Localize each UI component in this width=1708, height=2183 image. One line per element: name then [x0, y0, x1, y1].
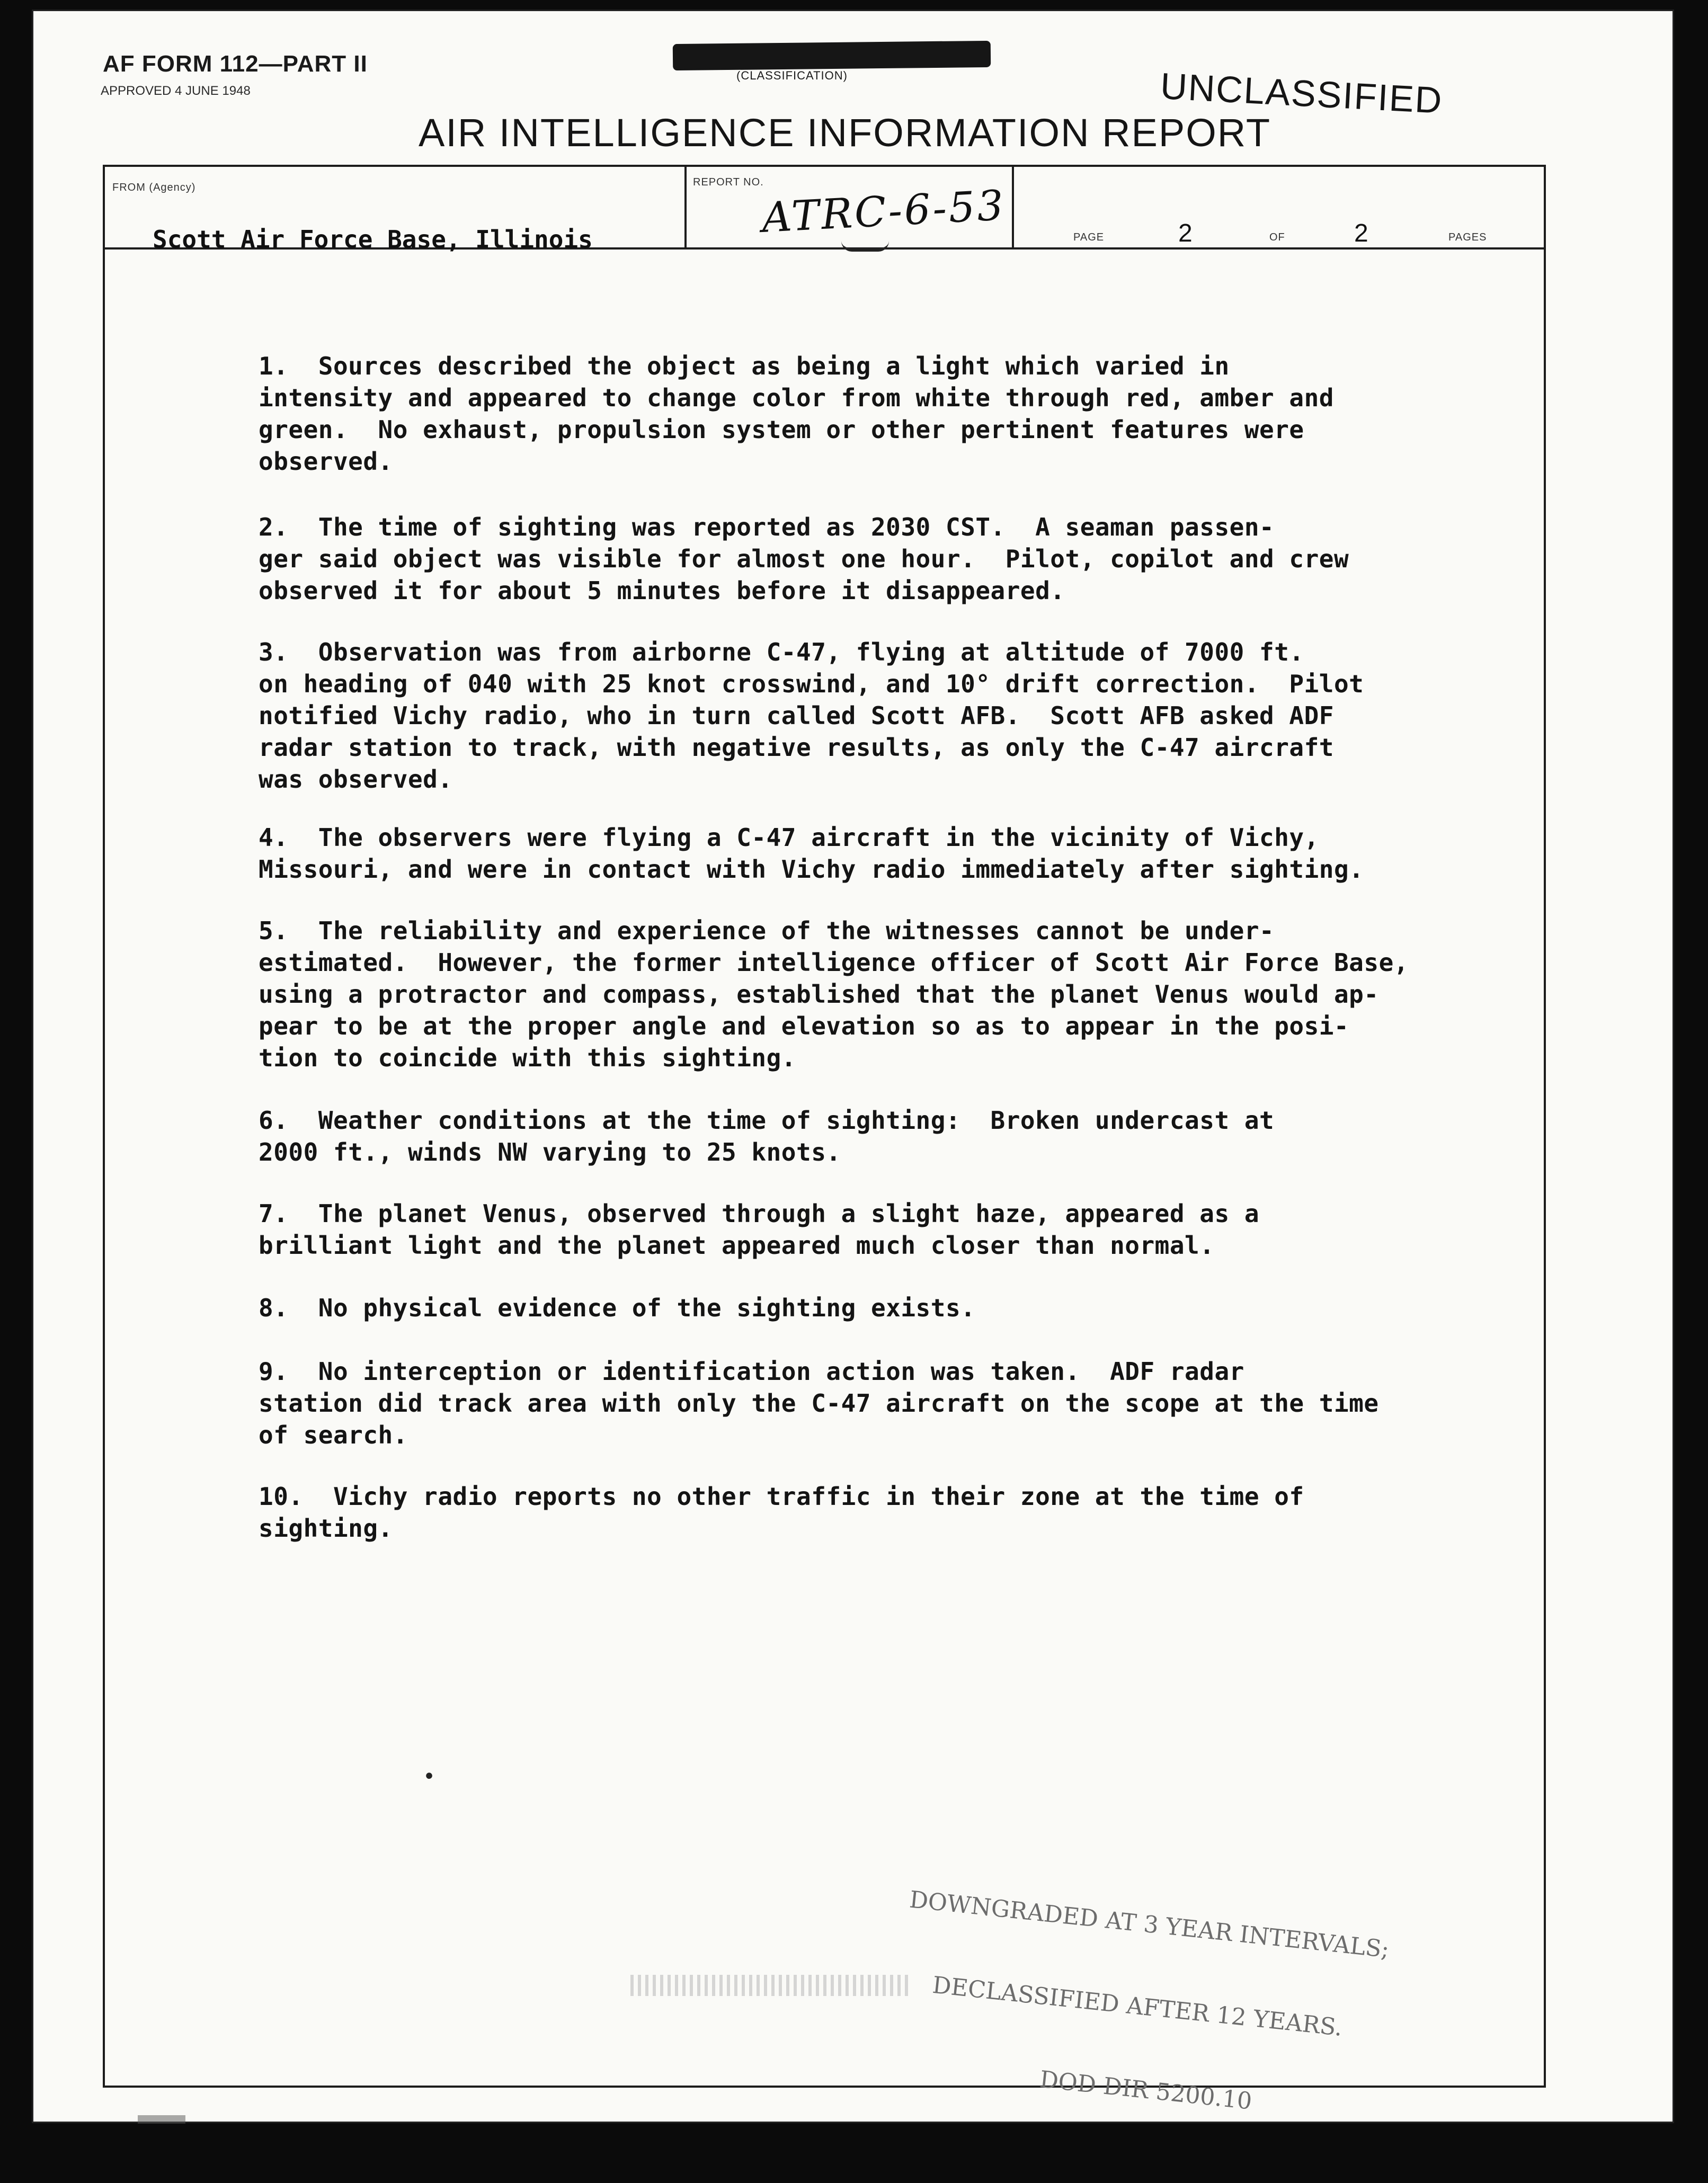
redacted-classification-mark — [673, 41, 991, 70]
paragraph-7: 7. The planet Venus, observed through a slight haze, appeared as a brilliant light and the planet appeared much closer than normal. — [259, 1199, 1260, 1260]
report-number-value: ATRC-6-53 — [760, 182, 1007, 242]
report-header-row — [105, 167, 1544, 254]
paragraph-1: 1. Sources described the object as being a light which varied in intensity and appeared to change color from white through red, amber and green. No exhaust, propulsion system or other pertinent features were observed. — [259, 352, 1334, 476]
declassification-stamp — [885, 1831, 1396, 2183]
document-page — [32, 10, 1674, 2123]
paragraph-8: 8. No physical evidence of the sighting exists. — [259, 1294, 976, 1322]
paragraph-2: 2. The time of sighting was reported as 2030 CST. A seaman passen- ger said object was visible for almost one hour. Pilot, copilot and crew observed it for about 5 minutes before it disappeared. — [259, 513, 1349, 605]
from-agency-value: Scott Air Force Base, Illinois — [153, 225, 593, 254]
paragraph-4: 4. The observers were flying a C-47 aircraft in the vicinity of Vichy, Missouri, and were in contact with Vichy radio immediately after sighting. — [259, 823, 1364, 884]
stamp-line-3: DOD DIR 5200.10 — [1038, 2065, 1253, 2115]
of-label: OF — [1269, 231, 1285, 243]
report-form-box — [103, 165, 1546, 2115]
total-pages: 2 — [1354, 219, 1368, 247]
approval-date: APPROVED 4 JUNE 1948 — [101, 84, 251, 98]
paragraph-3: 3. Observation was from airborne C-47, flying at altitude of 7000 ft. on heading of 040 with 25 knot crosswind, and 10° drift correction. Pilot notified Vichy radio, who in turn called Scott AFB. Scott AFB asked ADF radar station to track, with negative results, as only the C-47 aircraft was observed. — [259, 638, 1364, 794]
handwritten-strikeout — [841, 241, 889, 252]
header-divider — [1012, 167, 1014, 247]
paragraph-10: 10. Vichy radio reports no other traffic in their zone at the time of sighting. — [259, 1482, 1304, 1543]
from-label: FROM (Agency) — [112, 182, 196, 193]
paragraph-9: 9. No interception or identification action was taken. ADF radar station did track area with only the C-47 aircraft on the scope at the time of search. — [259, 1357, 1379, 1449]
stamp-line-2: DECLASSIFIED AFTER 12 YEARS. — [931, 1971, 1344, 2042]
header-divider — [684, 167, 687, 247]
page-label: PAGE — [1073, 231, 1105, 243]
classification-label: (CLASSIFICATION) — [736, 69, 848, 82]
page-number: 2 — [1178, 219, 1193, 247]
stray-mark: • — [423, 1765, 436, 1789]
report-title: AIR INTELLIGENCE INFORMATION REPORT — [419, 111, 1271, 155]
pages-label: PAGES — [1448, 231, 1487, 243]
form-id: AF FORM 112—PART II — [103, 51, 368, 77]
edge-scan-artifact — [138, 2115, 185, 2124]
report-no-label: REPORT NO. — [693, 176, 764, 188]
stamp-line-1: DOWNGRADED AT 3 YEAR INTERVALS; — [908, 1886, 1391, 1964]
faint-scan-artifact — [630, 1975, 911, 1996]
unclassified-stamp: UNCLASSIFIED — [1159, 65, 1444, 121]
paragraph-5: 5. The reliability and experience of the witnesses cannot be under- estimated. However, the former intelligence officer of Scott Air Force Base, using a protractor and compass, established that the planet Venus would ap- pear to be at the proper angle and elevation so as to appear in the posi- tion to coincide with this sighting. — [259, 916, 1409, 1072]
paragraph-6: 6. Weather conditions at the time of sighting: Broken undercast at 2000 ft., winds NW varying to 25 knots. — [259, 1106, 1275, 1166]
